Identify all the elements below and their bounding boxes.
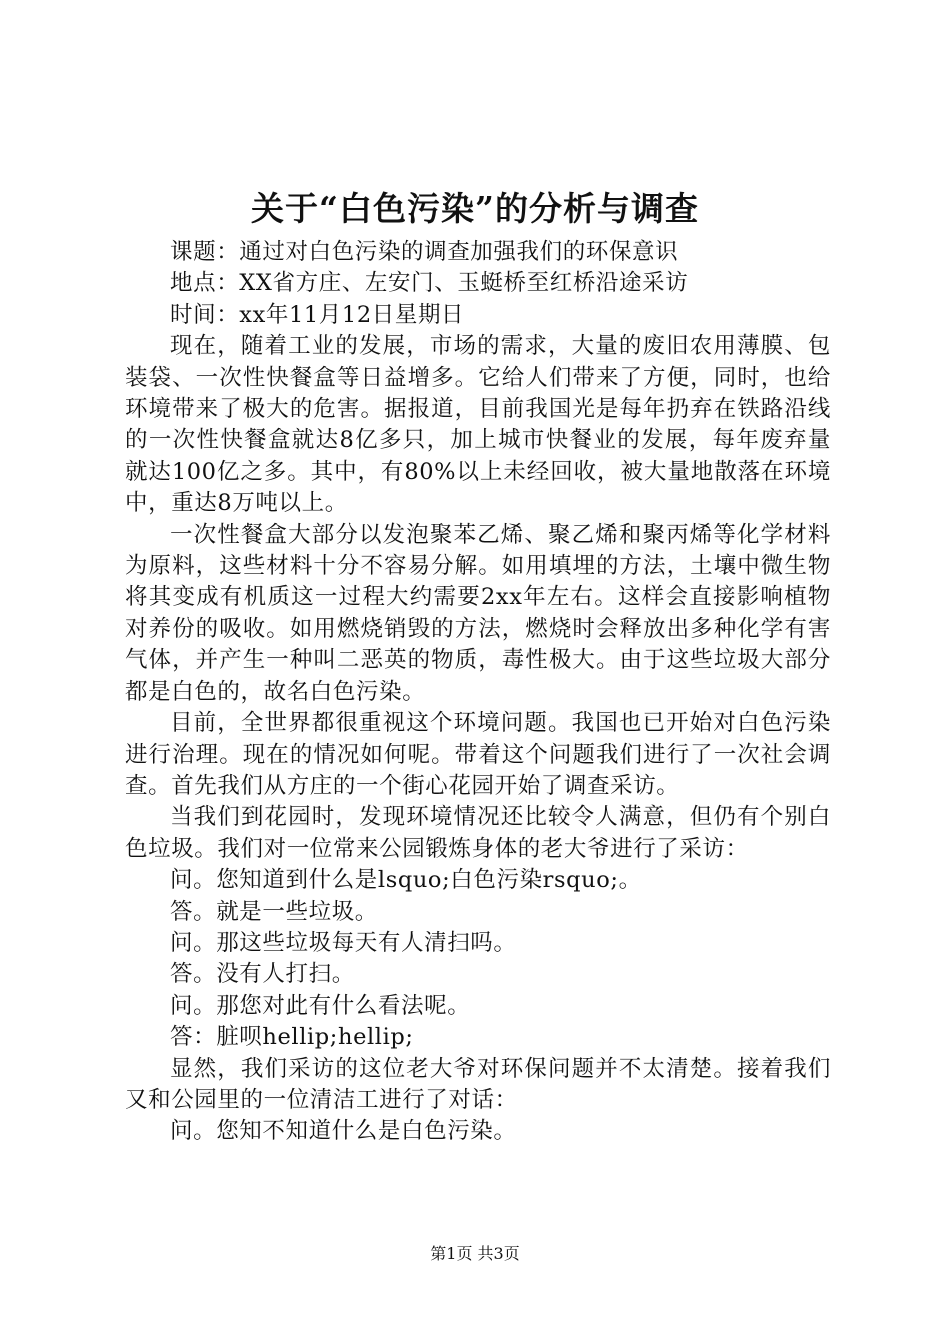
paragraph: 目前，全世界都很重视这个环境问题。我国也已开始对白色污染进行治理。现在的情况如何呢。带着这个问题我们进行了一次社会调查。首先我们从方庄的一个街心花园开始了调查采访。: [125, 710, 831, 799]
interview-line: 问。您知不知道什么是白色污染。: [170, 1118, 517, 1145]
interview-line: 问。那这些垃圾每天有人清扫吗。: [170, 929, 517, 956]
interview-line: 答：脏呗hellip;hellip;: [170, 1024, 414, 1051]
interview-line: 问。您知道到什么是lsquo;白色污染rsquo;。: [170, 867, 642, 894]
paragraph-location: 地点：XX省方庄、左安门、玉蜓桥至红桥沿途采访: [170, 270, 689, 297]
interview-line: 答。就是一些垃圾。: [170, 898, 378, 925]
paragraph: 现在，随着工业的发展，市场的需求，大量的废旧农用薄膜、包装袋、一次性快餐盒等日益增多。它给人们带来了方便，同时，也给环境带来了极大的危害。据报道，目前我国光是每年扔弃在铁路沿线的一次性快餐盒就达8亿多只，加上城市快餐业的发展，每年废弃量就达100亿之多。其中，有80%以上未经回收，被大量地散落在环境中，重达8万吨以上。: [125, 333, 831, 517]
document-body: [125, 237, 831, 1148]
paragraph-topic: 课题：通过对白色污染的调查加强我们的环保意识: [170, 239, 679, 265]
page-footer: 第1页 共3页: [430, 1244, 520, 1263]
paragraph: 显然，我们采访的这位老大爷对环保问题并不太清楚。接着我们又和公园里的一位清洁工进行了对话：: [125, 1055, 831, 1113]
paragraph-time: 时间：xx年11月12日星期日: [170, 301, 465, 328]
paragraph: 一次性餐盒大部分以发泡聚苯乙烯、聚乙烯和聚丙烯等化学材料为原料，这些材料十分不容易分解。如用填埋的方法，土壤中微生物将其变成有机质这一过程大约需要2xx年左右。这样会直接影响植物对养份的吸收。如用燃烧销毁的方法，燃烧时会释放出多种化学有害气体，并产生一种叫二恶英的物质，毒性极大。由于这些垃圾大部分都是白色的，故名白色污染。: [125, 521, 831, 705]
paragraph: 当我们到花园时，发现环境情况还比较令人满意，但仍有个别白色垃圾。我们对一位常来公园锻炼身体的老大爷进行了采访：: [125, 804, 831, 862]
interview-line: 答。没有人打扫。: [170, 961, 355, 988]
interview-line: 问。那您对此有什么看法呢。: [170, 992, 471, 1019]
document-title: 关于“白色污染”的分析与调查: [251, 189, 699, 228]
